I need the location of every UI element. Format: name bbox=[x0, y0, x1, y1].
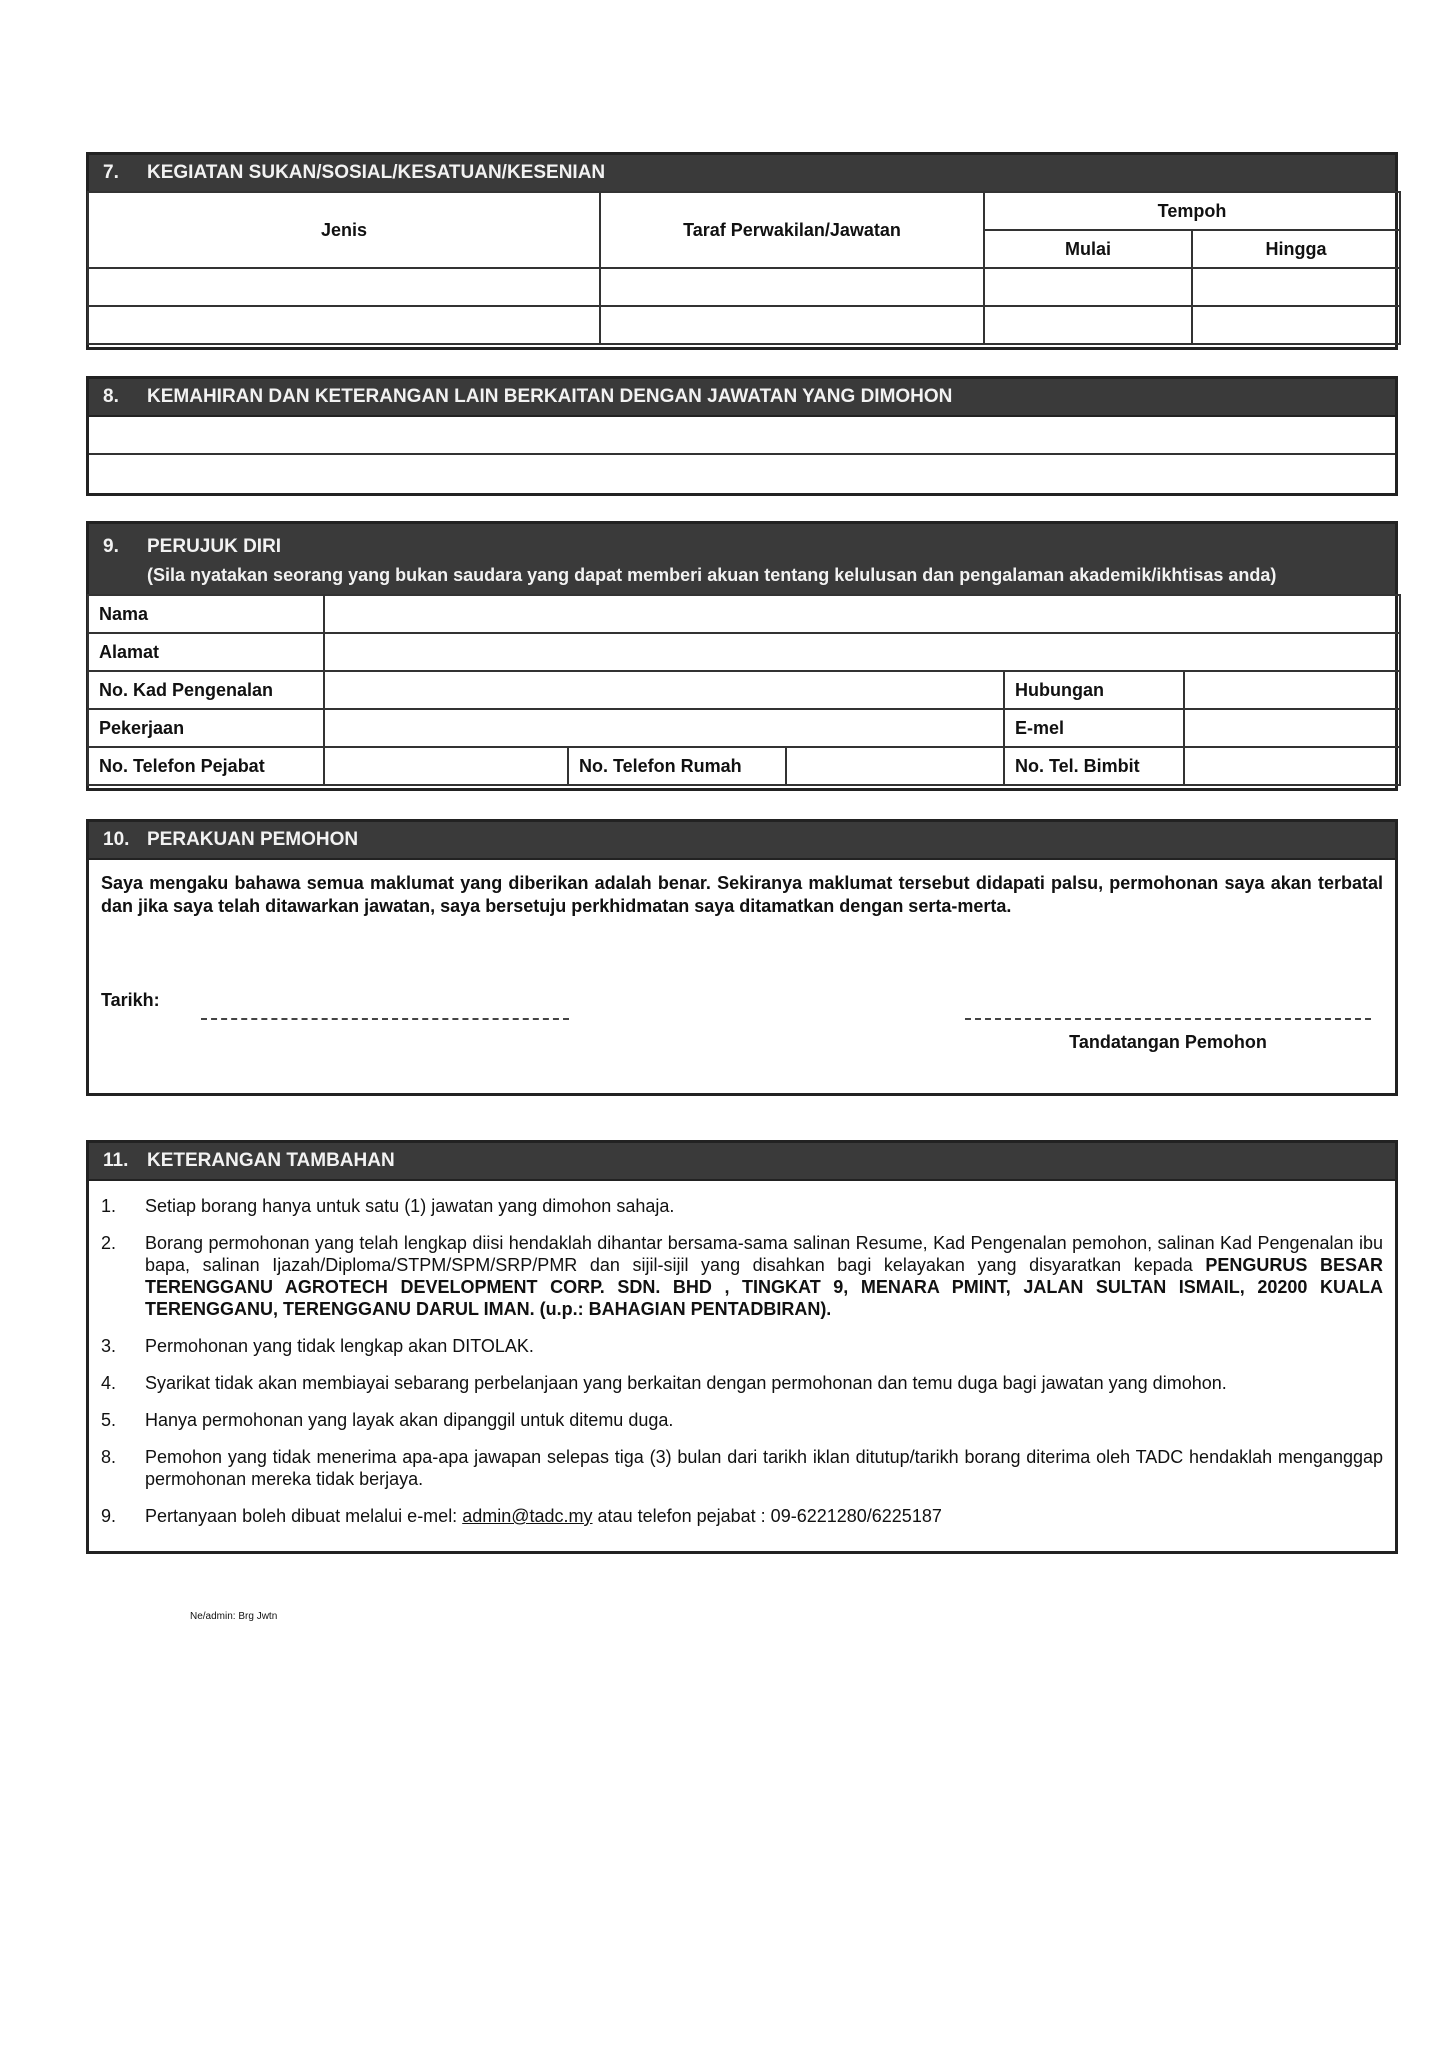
footer-reference: Ne/admin: Brg Jwtn bbox=[190, 1611, 278, 1622]
section-subtitle: (Sila nyatakan seorang yang bukan saudara yang dapat memberi akuan tentang kelulusan dan pengalaman akademik/ikhtisas anda) bbox=[147, 565, 1277, 585]
list-item: 8. Pemohon yang tidak menerima apa-apa jawapan selepas tiga (3) bulan dari tarikh iklan ditutup/tarikh borang diterima oleh TADC hendaklah menganggap permohonan mereka tidak berjaya. bbox=[101, 1447, 1383, 1489]
referee-table bbox=[87, 594, 1401, 786]
section-9-header bbox=[89, 524, 1395, 596]
tarikh-line[interactable] bbox=[201, 1018, 569, 1020]
section-title: PERUJUK DIRI bbox=[147, 536, 282, 557]
section-7 bbox=[86, 152, 1398, 350]
section-title: KETERANGAN TAMBAHAN bbox=[147, 1150, 395, 1171]
tel-pejabat-label: No. Telefon Pejabat bbox=[88, 747, 324, 785]
activities-table bbox=[87, 191, 1401, 345]
nama-field[interactable] bbox=[324, 595, 1400, 633]
skills-field[interactable] bbox=[89, 455, 1395, 491]
tel-rumah-field[interactable] bbox=[786, 747, 1004, 785]
section-9 bbox=[86, 521, 1398, 791]
kad-label: No. Kad Pengenalan bbox=[88, 671, 324, 709]
nama-label: Nama bbox=[88, 595, 324, 633]
tel-bimbit-label: No. Tel. Bimbit bbox=[1004, 747, 1184, 785]
list-item: 3. Permohonan yang tidak lengkap akan DITOLAK. bbox=[101, 1336, 534, 1356]
section-title: PERAKUAN PEMOHON bbox=[147, 829, 359, 850]
mulai-field[interactable] bbox=[984, 268, 1192, 306]
email-link[interactable]: admin@tadc.my bbox=[462, 1506, 593, 1526]
table-row bbox=[88, 268, 1400, 306]
list-item: 1. Setiap borang hanya untuk satu (1) jawatan yang dimohon sahaja. bbox=[101, 1196, 675, 1216]
notes-list bbox=[89, 1195, 1395, 1542]
jenis-field[interactable] bbox=[88, 306, 600, 344]
declaration-text: Saya mengaku bahawa semua maklumat yang diberikan adalah benar. Sekiranya maklumat tersebut didapati palsu, permohonan saya akan terbatal dan jika saya telah ditawarkan jawatan, saya bersetuju perkhidmatan saya ditamatkan dengan serta-merta. bbox=[101, 873, 1383, 916]
list-item: 5. Hanya permohonan yang layak akan dipanggil untuk ditemu duga. bbox=[101, 1410, 674, 1430]
section-title: KEGIATAN SUKAN/SOSIAL/KESATUAN/KESENIAN bbox=[147, 162, 606, 183]
taraf-field[interactable] bbox=[600, 268, 984, 306]
col-taraf: Taraf Perwakilan/Jawatan bbox=[600, 192, 984, 268]
jenis-field[interactable] bbox=[88, 268, 600, 306]
alamat-label: Alamat bbox=[88, 633, 324, 671]
section-number: 8. bbox=[103, 386, 119, 407]
section-11-header bbox=[89, 1143, 1395, 1181]
tarikh-label: Tarikh: bbox=[101, 990, 160, 1010]
section-8 bbox=[86, 376, 1398, 496]
signature-line[interactable] bbox=[965, 1018, 1371, 1020]
tel-rumah-label: No. Telefon Rumah bbox=[568, 747, 786, 785]
section-10 bbox=[86, 819, 1398, 1096]
section-8-header bbox=[89, 379, 1395, 417]
col-jenis: Jenis bbox=[88, 192, 600, 268]
hingga-field[interactable] bbox=[1192, 268, 1400, 306]
signature-label: Tandatangan Pemohon bbox=[1069, 1032, 1267, 1052]
list-item: 9. Pertanyaan boleh dibuat melalui e-mel: admin@tadc.my atau telefon pejabat : 09-6221280/6225187 bbox=[101, 1506, 942, 1526]
section-11 bbox=[86, 1140, 1398, 1554]
col-hingga: Hingga bbox=[1192, 230, 1400, 268]
col-tempoh: Tempoh bbox=[984, 192, 1400, 230]
section-number: 7. bbox=[103, 162, 119, 183]
hubungan-label: Hubungan bbox=[1004, 671, 1184, 709]
hingga-field[interactable] bbox=[1192, 306, 1400, 344]
section-number: 9. bbox=[103, 536, 119, 557]
tel-pejabat-field[interactable] bbox=[324, 747, 568, 785]
list-item: 2. Borang permohonan yang telah lengkap diisi hendaklah dihantar bersama-sama salinan Resume, Kad Pengenalan pemohon, salinan Kad Pengenalan ibu bapa, salinan Ijazah/Diploma/STPM/SPM/SRP/PMR dan sijil-sijil yang disahkan bagi kelayakan yang disyaratkan kepada PENGURUS BESAR TERENGGANU AGROTECH DEVELOPMENT CORP. SDN. BHD , TINGKAT 9, MENARA PMINT, JALAN SULTAN ISMAIL, 20200 KUALA TERENGGANU, TERENGGANU DARUL IMAN. (u.p.: BAHAGIAN PENTADBIRAN). bbox=[101, 1233, 1383, 1319]
pekerjaan-field[interactable] bbox=[324, 709, 1004, 747]
section-number: 10. bbox=[103, 829, 130, 850]
taraf-field[interactable] bbox=[600, 306, 984, 344]
section-10-header bbox=[89, 822, 1395, 860]
kad-field[interactable] bbox=[324, 671, 1004, 709]
pekerjaan-label: Pekerjaan bbox=[88, 709, 324, 747]
section-title: KEMAHIRAN DAN KETERANGAN LAIN BERKAITAN DENGAN JAWATAN YANG DIMOHON bbox=[147, 386, 953, 407]
skills-field[interactable] bbox=[89, 417, 1395, 455]
tel-bimbit-field[interactable] bbox=[1184, 747, 1400, 785]
table-row bbox=[88, 306, 1400, 344]
hubungan-field[interactable] bbox=[1184, 671, 1400, 709]
mulai-field[interactable] bbox=[984, 306, 1192, 344]
address-text: PENGURUS BESAR TERENGGANU AGROTECH DEVELOPMENT CORP. SDN. BHD , TINGKAT 9, MENARA PMINT, JALAN SULTAN ISMAIL, 20200 KUALA TERENGGANU, TERENGGANU DARUL IMAN. (u.p.: BAHAGIAN PENTADBIRAN). bbox=[145, 1255, 1383, 1319]
emel-field[interactable] bbox=[1184, 709, 1400, 747]
section-7-header bbox=[89, 155, 1395, 193]
emel-label: E-mel bbox=[1004, 709, 1184, 747]
col-mulai: Mulai bbox=[984, 230, 1192, 268]
alamat-field[interactable] bbox=[324, 633, 1400, 671]
section-number: 11. bbox=[103, 1150, 129, 1171]
list-item: 4. Syarikat tidak akan membiayai sebarang perbelanjaan yang berkaitan dengan permohonan dan temu duga bagi jawatan yang dimohon. bbox=[101, 1373, 1227, 1393]
